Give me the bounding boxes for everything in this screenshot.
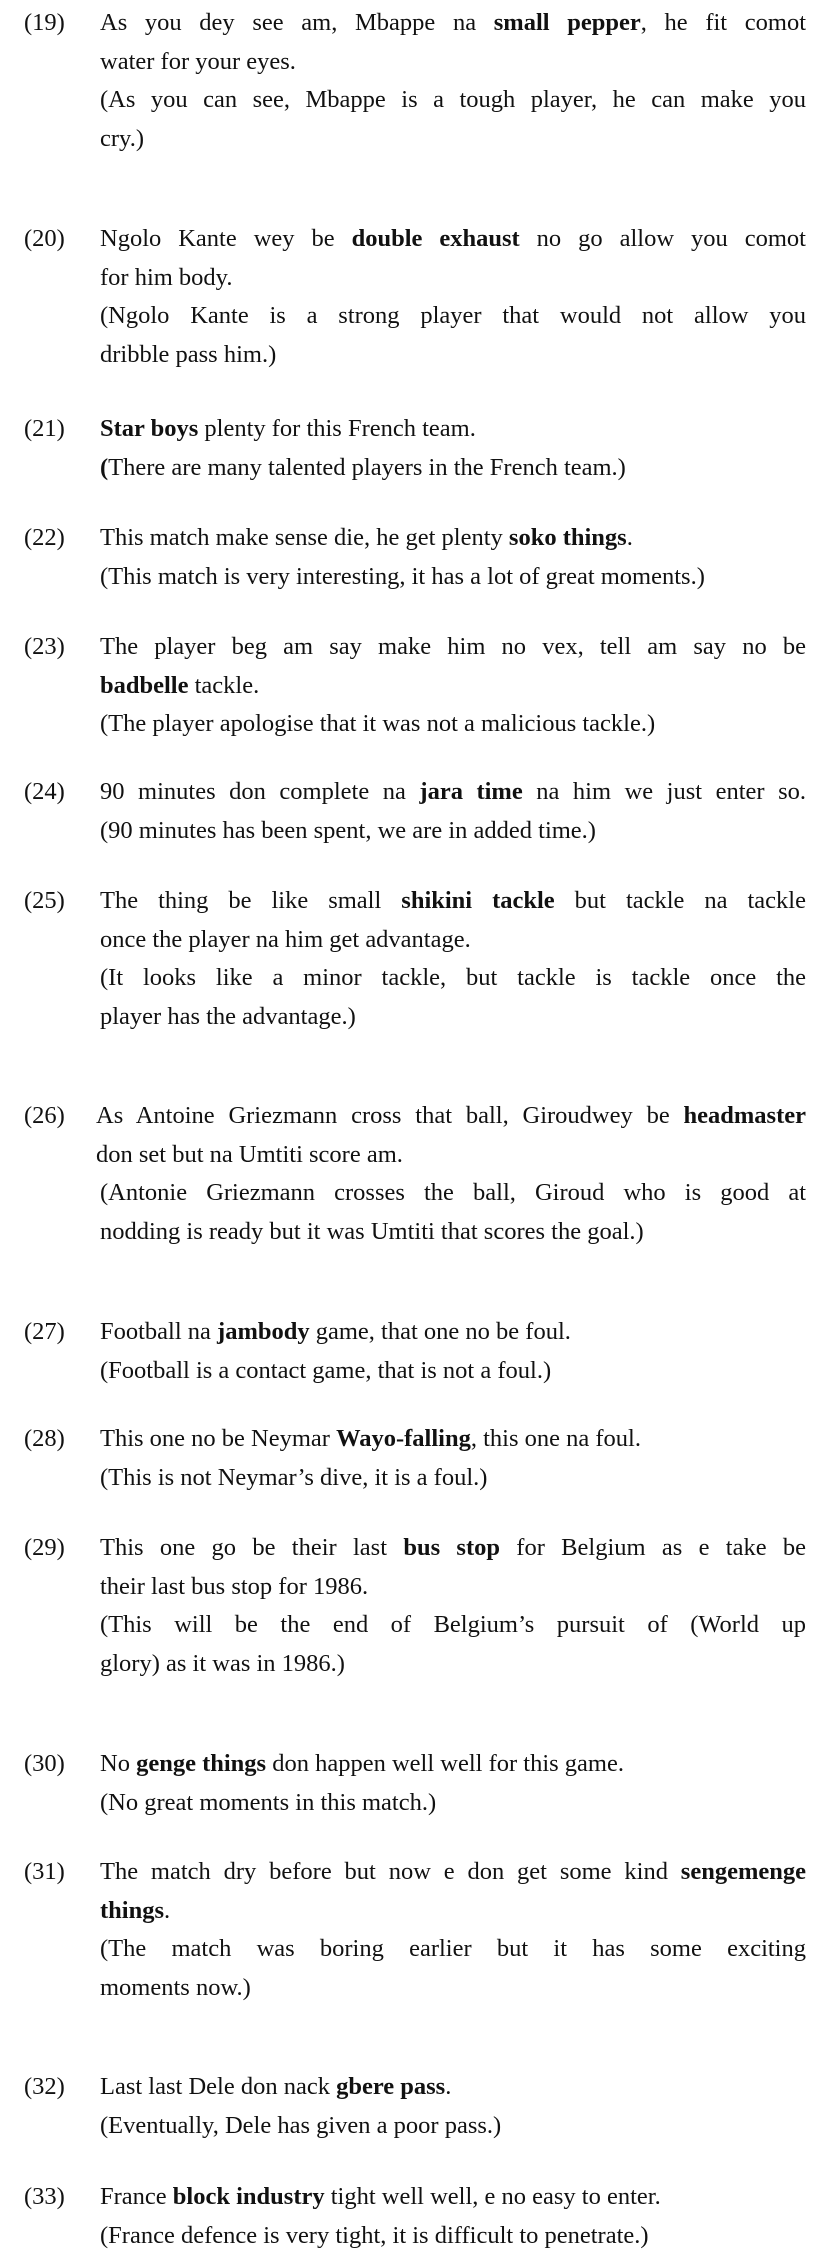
text-segment: (The match was boring earlier but it has some exciting [100, 1935, 806, 1962]
text-line [100, 1313, 806, 1352]
example-body [100, 410, 806, 487]
text-line [100, 336, 806, 375]
text-line [100, 1606, 806, 1645]
example-body [100, 220, 806, 374]
bold-term: double exhaust [352, 225, 520, 252]
text-line [100, 1529, 806, 1568]
bold-term: jambody [217, 1318, 310, 1345]
text-segment: France [100, 2183, 173, 2210]
text-segment: Ngolo Kante wey be [100, 225, 352, 252]
example-body [100, 1420, 806, 1497]
text-segment: once the player na him get advantage. [100, 926, 471, 953]
text-segment: dribble pass him.) [100, 341, 276, 368]
example-number: (28) [24, 1420, 92, 1459]
example-number: (29) [24, 1529, 92, 1568]
text-line [100, 705, 806, 744]
text-segment: plenty for this French team. [198, 415, 476, 442]
example-number: (32) [24, 2068, 92, 2107]
example-number: (26) [24, 1097, 92, 1136]
text-segment: game, that one no be foul. [310, 1318, 571, 1345]
text-line [100, 1352, 806, 1391]
text-segment: 90 minutes don complete na [100, 778, 419, 805]
example-body [100, 519, 806, 596]
text-segment: (This is not Neymar’s dive, it is a foul.) [100, 1464, 487, 1491]
example-body [100, 773, 806, 850]
bold-term: bus stop [403, 1534, 500, 1561]
text-line [100, 1174, 806, 1213]
bold-term: Wayo-falling [336, 1425, 471, 1452]
text-segment: moments now.) [100, 1974, 251, 2001]
text-line [100, 4, 806, 43]
text-segment: (No great moments in this match.) [100, 1789, 436, 1816]
text-line [96, 1136, 806, 1175]
example-body [100, 1853, 806, 2007]
text-segment: (France defence is very tight, it is difficult to penetrate.) [100, 2222, 649, 2249]
text-segment: (90 minutes has been spent, we are in added time.) [100, 817, 596, 844]
text-segment: As you dey see am, Mbappe na [100, 9, 494, 36]
example-body [100, 882, 806, 1036]
text-segment: (This will be the end of Belgium’s pursuit of (World up [100, 1611, 806, 1638]
text-line [100, 410, 806, 449]
text-line [96, 1097, 806, 1136]
text-segment: The match dry before but now e don get some kind [100, 1858, 681, 1885]
bold-term: block industry [173, 2183, 325, 2210]
text-segment: There are many talented players in the French team.) [108, 454, 626, 481]
bold-term: small pepper [494, 9, 641, 36]
text-segment: (The player apologise that it was not a malicious tackle.) [100, 710, 655, 737]
bold-term: things [100, 1897, 164, 1924]
text-segment: tight well well, e no easy to enter. [325, 2183, 661, 2210]
text-segment: cry.) [100, 125, 144, 152]
text-segment: Last last Dele don nack [100, 2073, 336, 2100]
text-segment: (Antonie Griezmann crosses the ball, Giroud who is good at [100, 1179, 806, 1206]
text-segment: . [164, 1897, 170, 1924]
text-line [100, 449, 806, 488]
text-line [100, 667, 806, 706]
text-line [100, 558, 806, 597]
text-line [100, 81, 806, 120]
bold-term: shikini tackle [401, 887, 554, 914]
bold-term: genge things [136, 1750, 266, 1777]
text-line [100, 297, 806, 336]
text-segment: As Antoine Griezmann cross that ball, Giroudwey be [96, 1102, 684, 1129]
bold-term: badbelle [100, 672, 189, 699]
example-number: (27) [24, 1313, 92, 1352]
bold-term: sengemenge [681, 1858, 806, 1885]
text-line [100, 1892, 806, 1931]
bold-term: headmaster [684, 1102, 806, 1129]
text-segment: This one go be their last [100, 1534, 403, 1561]
example-body [100, 2068, 806, 2145]
example-body [100, 4, 806, 158]
bold-term: Star boys [100, 415, 198, 442]
text-segment: water for your eyes. [100, 48, 296, 75]
text-segment: player has the advantage.) [100, 1003, 356, 1030]
bold-term: jara time [419, 778, 522, 805]
text-segment: No [100, 1750, 136, 1777]
text-segment: (It looks like a minor tackle, but tackle is tackle once the [100, 964, 806, 991]
example-number: (19) [24, 4, 92, 43]
text-line [100, 120, 806, 159]
text-line [100, 998, 806, 1037]
text-segment: but tackle na tackle [555, 887, 806, 914]
bold-term: gbere pass [336, 2073, 445, 2100]
text-line [100, 773, 806, 812]
text-line [100, 519, 806, 558]
text-line [100, 628, 806, 667]
text-line [100, 1459, 806, 1498]
text-segment: The thing be like small [100, 887, 401, 914]
text-line [100, 2068, 806, 2107]
text-segment: nodding is ready but it was Umtiti that scores the goal.) [100, 1218, 644, 1245]
bold-term: soko things [509, 524, 627, 551]
text-segment: This one no be Neymar [100, 1425, 336, 1452]
text-segment: for him body. [100, 264, 232, 291]
text-line [100, 1213, 806, 1252]
example-number: (24) [24, 773, 92, 812]
text-line [100, 1568, 806, 1607]
text-segment: . [627, 524, 633, 551]
example-number: (33) [24, 2178, 92, 2217]
example-number: (25) [24, 882, 92, 921]
text-line [100, 1969, 806, 2008]
text-segment: (Eventually, Dele has given a poor pass.) [100, 2112, 501, 2139]
example-body [100, 1745, 806, 1822]
example-number: (22) [24, 519, 92, 558]
text-line [100, 1745, 806, 1784]
example-body [100, 1313, 806, 1390]
text-line [100, 43, 806, 82]
text-segment: no go allow you comot [520, 225, 806, 252]
text-segment: na him we just enter so. [523, 778, 806, 805]
text-line [100, 921, 806, 960]
text-segment: , this one na foul. [471, 1425, 641, 1452]
text-line [100, 1420, 806, 1459]
example-body [100, 628, 806, 744]
text-line [100, 2178, 806, 2217]
example-number: (31) [24, 1853, 92, 1892]
text-segment: (Ngolo Kante is a strong player that would not allow you [100, 302, 806, 329]
text-segment: . [445, 2073, 451, 2100]
text-segment: glory) as it was in 1986.) [100, 1650, 345, 1677]
example-number: (20) [24, 220, 92, 259]
text-line [100, 2217, 806, 2255]
text-line [100, 1853, 806, 1892]
text-line [100, 220, 806, 259]
text-line [100, 1645, 806, 1684]
example-number: (23) [24, 628, 92, 667]
text-segment: don happen well well for this game. [266, 1750, 624, 1777]
text-line [100, 882, 806, 921]
text-line [100, 259, 806, 298]
text-segment: The player beg am say make him no vex, tell am say no be [100, 633, 806, 660]
text-segment: (As you can see, Mbappe is a tough player, he can make you [100, 86, 806, 113]
text-segment: don set but na Umtiti score am. [96, 1141, 403, 1168]
example-number: (30) [24, 1745, 92, 1784]
text-segment: their last bus stop for 1986. [100, 1573, 368, 1600]
text-segment: This match make sense die, he get plenty [100, 524, 509, 551]
example-number: (21) [24, 410, 92, 449]
text-segment: (This match is very interesting, it has a lot of great moments.) [100, 563, 705, 590]
example-body [100, 1097, 806, 1251]
text-segment: for Belgium as e take be [500, 1534, 806, 1561]
text-segment: Football na [100, 1318, 217, 1345]
text-line [100, 959, 806, 998]
text-line [100, 1930, 806, 1969]
text-line [100, 2107, 806, 2146]
example-body [100, 1529, 806, 1683]
text-line [100, 1784, 806, 1823]
text-line [100, 812, 806, 851]
text-segment: tackle. [189, 672, 260, 699]
text-segment: , he fit comot [641, 9, 806, 36]
text-segment: (Football is a contact game, that is not a foul.) [100, 1357, 551, 1384]
example-body [100, 2178, 806, 2255]
bold-term: ( [100, 454, 108, 481]
